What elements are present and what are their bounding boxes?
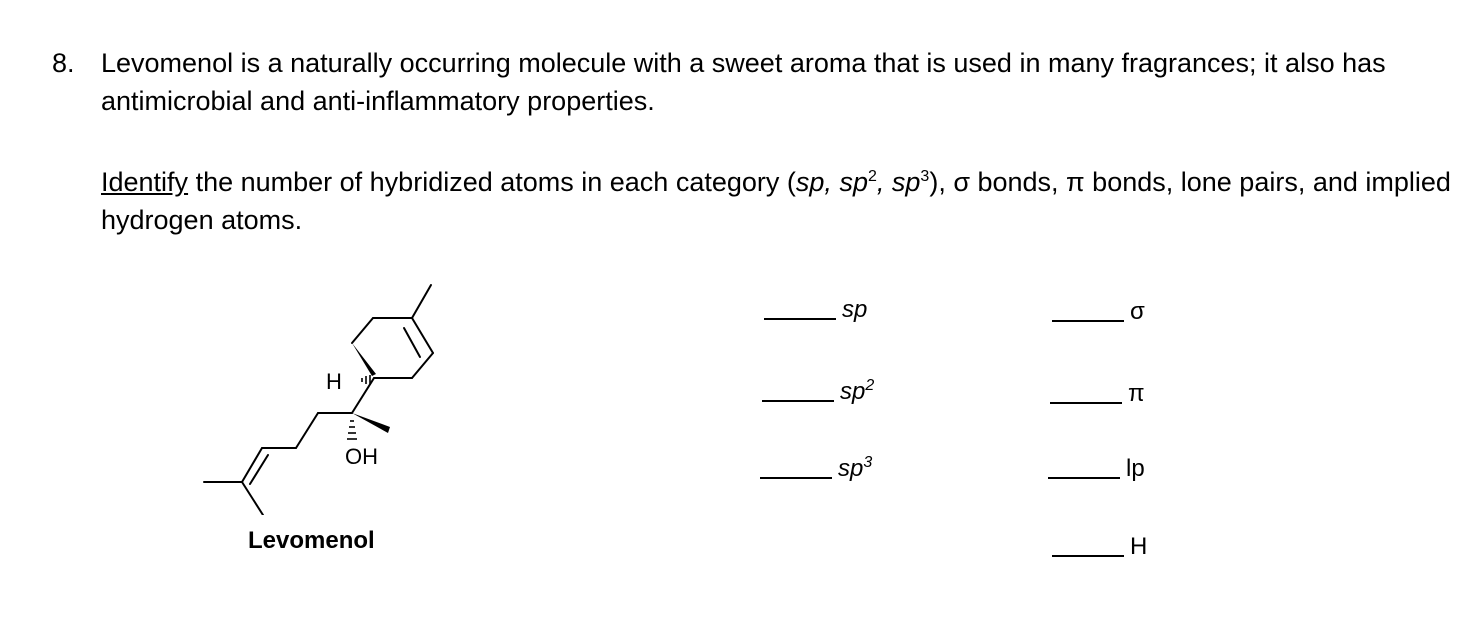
answer-line[interactable] (760, 477, 832, 479)
blank-label-h: H (1130, 533, 1148, 560)
answer-line[interactable] (762, 400, 834, 402)
levomenol-structure (190, 275, 470, 515)
instruction-sp2: sp (839, 167, 868, 197)
blank-sp[interactable] (764, 296, 867, 324)
atom-label-h: H (326, 369, 342, 394)
blank-label-sp: sp (842, 296, 868, 323)
blank-label-pi: π (1128, 380, 1145, 407)
instruction-verb: Identify (101, 167, 189, 197)
bond (250, 455, 268, 484)
bond (412, 353, 433, 378)
instruction-part2: ), σ bonds, π bonds, lone pairs, and implied hydrogen atoms. (101, 167, 1451, 235)
instruction-sep2: , (876, 167, 892, 197)
instruction-sep1: , (824, 167, 840, 197)
instruction-sp2-sup: 2 (867, 168, 877, 185)
bond (242, 482, 263, 515)
wedge-bond (352, 413, 390, 433)
blank-sp2[interactable] (762, 378, 874, 406)
instruction-sp: sp (795, 167, 825, 197)
wedge-bond (352, 343, 376, 376)
instruction-part1: the number of hybridized atoms in each category ( (188, 167, 796, 197)
blank-sigma[interactable] (1052, 298, 1145, 326)
blank-sp3[interactable] (760, 455, 872, 483)
molecule-name: Levomenol (248, 527, 375, 554)
question-number: 8. (52, 48, 75, 78)
blank-label-sigma: σ (1130, 298, 1145, 325)
instruction-sp3: sp (891, 167, 921, 197)
answer-line[interactable] (1052, 320, 1124, 322)
instruction-sp3-sup: 3 (920, 168, 930, 185)
answer-line[interactable] (1048, 477, 1120, 479)
bond (352, 318, 373, 343)
blank-h[interactable] (1052, 533, 1147, 561)
instruction-text (101, 163, 1451, 239)
blank-label-sp2: $sp^2$ (840, 377, 875, 405)
blank-label-lp: lp (1126, 455, 1145, 482)
answer-line[interactable] (1050, 402, 1122, 404)
answer-line[interactable] (1052, 555, 1124, 557)
bond (412, 285, 431, 318)
answer-line[interactable] (764, 318, 836, 320)
blank-label-sp3: $sp^3$ (838, 454, 873, 482)
atom-label-oh: OH (345, 444, 378, 469)
bond (296, 413, 318, 448)
blank-pi[interactable] (1050, 380, 1145, 408)
blank-lp[interactable] (1048, 455, 1145, 483)
bond (242, 448, 262, 482)
bond (404, 328, 420, 357)
question-text: Levomenol is a naturally occurring molecule with a sweet aroma that is used in many fragrances; it also has antimicrobial and anti-inflammatory properties. (101, 48, 1386, 116)
